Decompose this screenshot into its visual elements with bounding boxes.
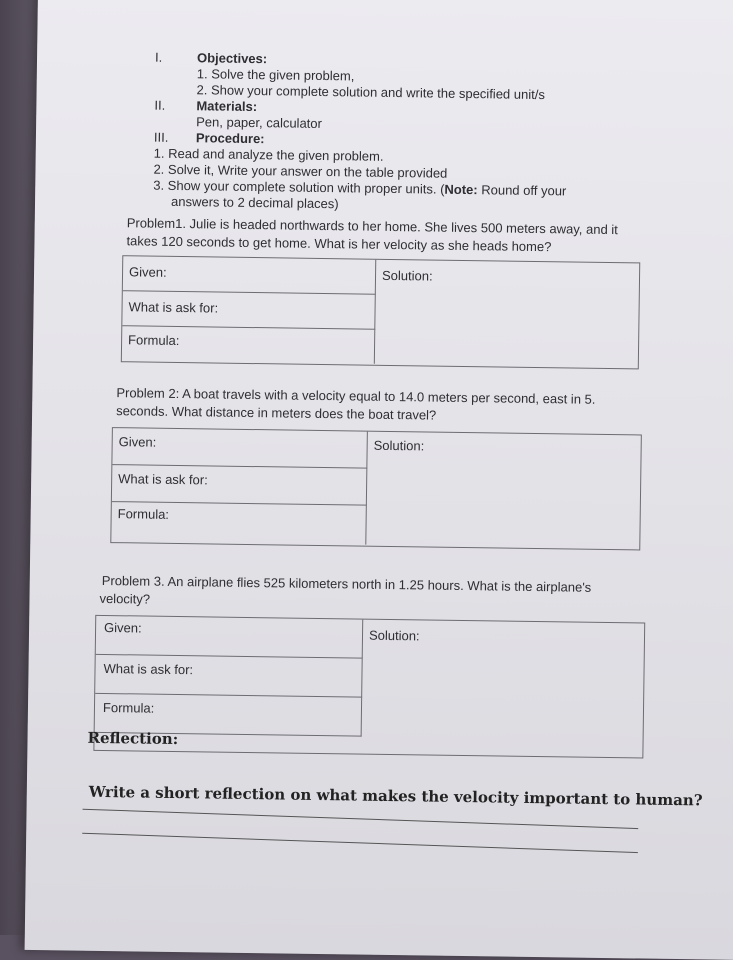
answer-table-1: [121, 255, 640, 369]
ask-label: What is ask for:: [103, 660, 194, 678]
solution-label: Solution:: [373, 437, 425, 454]
materials-heading: Materials:: [196, 98, 258, 115]
step3-text-end: Round off your: [477, 182, 567, 199]
formula-label: Formula:: [128, 332, 180, 349]
answer-table-2: [110, 427, 642, 550]
answer-line[interactable]: [83, 809, 639, 829]
objectives-numeral: I.: [154, 49, 163, 65]
procedure-step: 2. Solve it, Write your answer on the table provided: [153, 161, 448, 181]
materials-numeral: II.: [154, 97, 166, 113]
objective-item: 2. Show your complete solution and write the specified unit/s: [196, 82, 546, 103]
reflection-prompt: Write a short reflection on what makes the velocity important to human?: [88, 782, 703, 810]
materials-text: Pen, paper, calculator: [196, 114, 323, 131]
problem-3-text: velocity?: [99, 590, 151, 607]
problem-1-text: takes 120 seconds to get home. What is her velocity as she heads home?: [126, 233, 552, 255]
step3-note: Note:: [444, 181, 478, 198]
formula-label: Formula:: [117, 506, 170, 522]
procedure-numeral: III.: [153, 129, 169, 145]
answer-line[interactable]: [82, 833, 638, 853]
solution-label: Solution:: [368, 627, 420, 644]
step3-text: 3. Show your complete solution with proper units. (: [153, 177, 445, 197]
given-cell[interactable]: [96, 616, 364, 659]
given-label: Given:: [104, 619, 142, 636]
problem-3-text: Problem 3. An airplane flies 525 kilometers north in 1.25 hours. What is the airplane's: [101, 572, 592, 595]
ask-cell[interactable]: [122, 291, 375, 330]
worksheet-paper: [25, 0, 733, 960]
solution-label: Solution:: [381, 267, 433, 284]
problem-2-text: Problem 2: A boat travels with a velocity equal to 14.0 meters per second, east in 5.: [116, 385, 596, 407]
solution-cell[interactable]: [361, 620, 643, 757]
procedure-step-cont: answers to 2 decimal places): [170, 193, 339, 212]
ask-cell[interactable]: [95, 655, 363, 698]
objectives-heading: Objectives:: [196, 50, 268, 67]
reflection-heading: Reflection:: [87, 728, 179, 749]
given-cell[interactable]: [112, 428, 367, 469]
formula-cell[interactable]: [111, 502, 367, 545]
objective-item: 1. Solve the given problem,: [196, 66, 355, 84]
formula-label: Formula:: [102, 699, 155, 716]
formula-cell[interactable]: [122, 326, 375, 364]
ask-cell[interactable]: [112, 465, 367, 506]
ask-label: What is ask for:: [118, 471, 208, 488]
solution-cell[interactable]: [375, 260, 638, 368]
solution-cell[interactable]: [366, 432, 640, 549]
problem-2-text: seconds. What distance in meters does the boat travel?: [116, 403, 437, 423]
given-label: Given:: [118, 434, 157, 450]
given-cell[interactable]: [123, 256, 376, 295]
procedure-step: 1. Read and analyze the given problem.: [153, 145, 384, 164]
problem-1-text: Problem1. Julie is headed northwards to her home. She lives 500 meters away, and it: [126, 215, 618, 238]
ask-label: What is ask for:: [128, 299, 219, 316]
given-label: Given:: [128, 264, 167, 280]
procedure-heading: Procedure:: [195, 130, 265, 147]
